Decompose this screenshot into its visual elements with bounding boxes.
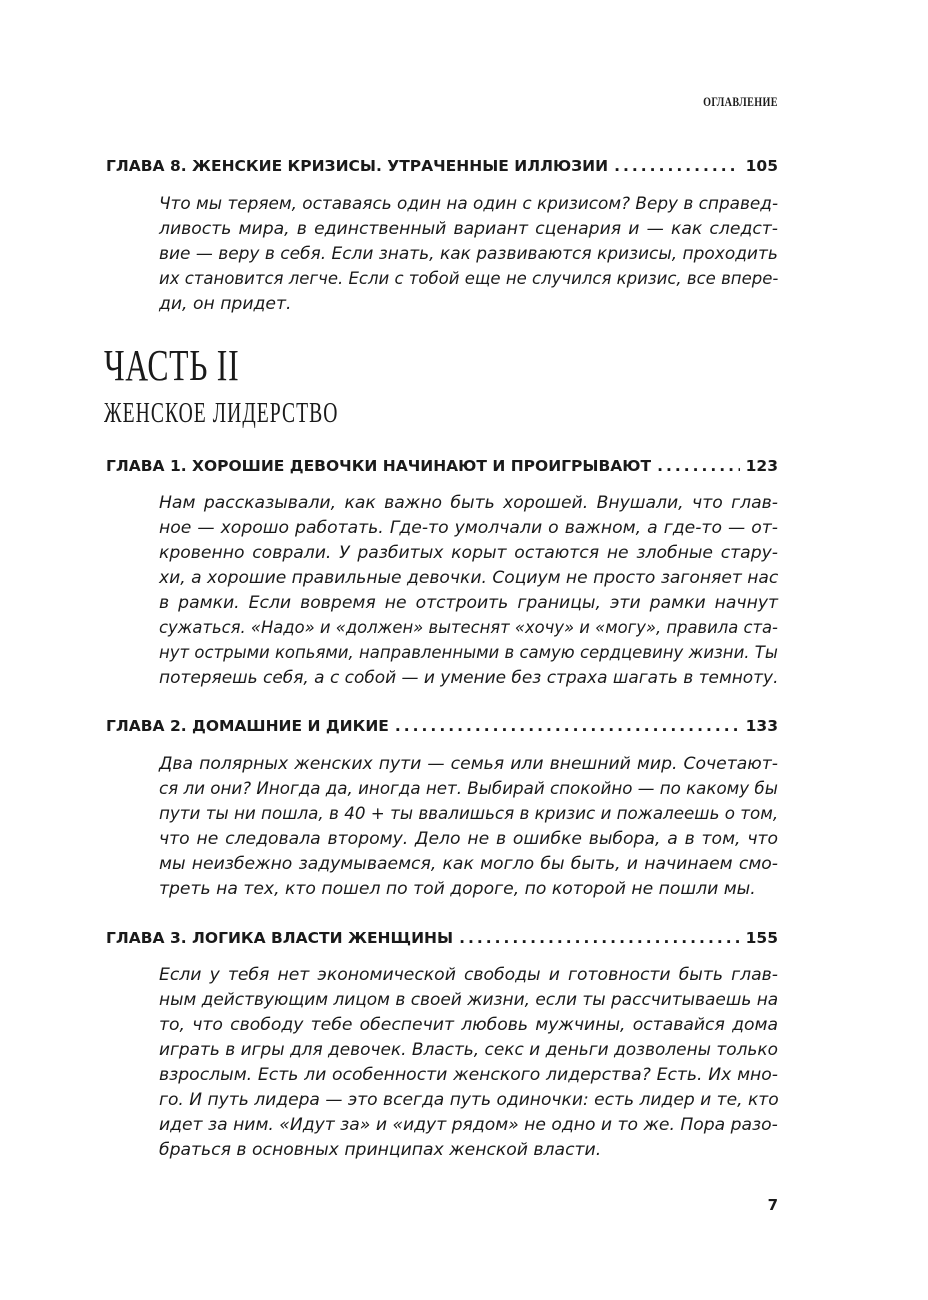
description-line: взрослым. Есть ли особенности женского лидерства? Есть. Их мно- bbox=[159, 1065, 778, 1085]
description-line: кровенно соврали. У разбитых корыт остаются не злобные стару- bbox=[159, 543, 778, 563]
toc-entry-chapter-1[interactable] bbox=[106, 457, 778, 475]
description-line: ся ли они? Иногда да, иногда нет. Выбирай спокойно — по какому бы bbox=[159, 779, 778, 799]
page-folio: 7 bbox=[767, 1196, 778, 1214]
description-line: что не следовала второму. Дело не в ошибке выбора, а в том, что bbox=[159, 829, 778, 849]
part-subtitle: ЖЕНСКОЕ ЛИДЕРСТВО bbox=[104, 398, 339, 429]
chapter-description bbox=[159, 192, 778, 317]
description-line: сужаться. «Надо» и «должен» вытеснят «хочу» и «могу», правила ста- bbox=[159, 618, 778, 638]
description-line: нут острыми копьями, направленными в самую сердцевину жизни. Ты bbox=[159, 643, 778, 663]
chapter-title: ГЛАВА 3. ЛОГИКА ВЛАСТИ ЖЕНЩИНЫ bbox=[106, 929, 454, 947]
description-line: играть в игры для девочек. Власть, секс и деньги дозволены только bbox=[159, 1040, 778, 1060]
description-line: в рамки. Если вовремя не отстроить границы, эти рамки начнут bbox=[159, 593, 778, 613]
description-line: ди, он придет. bbox=[159, 294, 292, 314]
description-line: ливость мира, в единственный вариант сценария и — как следст- bbox=[159, 219, 778, 239]
toc-entry-chapter-3[interactable] bbox=[106, 929, 778, 947]
description-line: ное — хорошо работать. Где-то умолчали о важном, а где-то — от- bbox=[159, 518, 778, 538]
page-number: 123 bbox=[745, 457, 778, 475]
description-line: мы неизбежно задумываемся, как могло бы быть, и начинаем смо- bbox=[159, 854, 778, 874]
chapter-title: ГЛАВА 8. ЖЕНСКИЕ КРИЗИСЫ. УТРАЧЕННЫЕ ИЛЛЮЗИИ bbox=[106, 157, 609, 175]
toc-entry-chapter-8[interactable] bbox=[106, 157, 778, 175]
page-number: 155 bbox=[745, 929, 778, 947]
description-line: их становится легче. Если с тобой еще не случился кризис, все впере- bbox=[159, 269, 779, 289]
chapter-description bbox=[159, 963, 778, 1163]
description-line: го. И путь лидера — это всегда путь одиночки: есть лидер и те, кто bbox=[159, 1090, 779, 1110]
description-line: хи, а хорошие правильные девочки. Социум не просто загоняет нас bbox=[159, 568, 779, 588]
description-line: Что мы теряем, оставаясь один на один с кризисом? Веру в справед- bbox=[159, 194, 779, 214]
part-heading: ЧАСТЬ II bbox=[104, 341, 240, 390]
page-number: 105 bbox=[745, 157, 778, 175]
dot-leader bbox=[657, 457, 740, 475]
description-line: Два полярных женских пути — семья или внешний мир. Сочетают- bbox=[159, 754, 778, 774]
chapter-description bbox=[159, 752, 778, 902]
chapter-title: ГЛАВА 1. ХОРОШИЕ ДЕВОЧКИ НАЧИНАЮТ И ПРОИГРЫВАЮТ bbox=[106, 457, 652, 475]
description-line: пути ты ни пошла, в 40 + ты ввалишься в кризис и пожалеешь о том, bbox=[159, 804, 779, 824]
running-head: ОГЛАВЛЕНИЕ bbox=[703, 94, 778, 109]
toc-entry-chapter-2[interactable] bbox=[106, 717, 778, 735]
chapter-description bbox=[159, 491, 778, 691]
dot-leader bbox=[614, 157, 740, 175]
chapter-title: ГЛАВА 2. ДОМАШНИЕ И ДИКИЕ bbox=[106, 717, 389, 735]
description-line: потеряешь себя, а с собой — и умение без страха шагать в темноту. bbox=[159, 668, 779, 688]
description-line: браться в основных принципах женской власти. bbox=[159, 1140, 602, 1160]
description-line: идет за ним. «Идут за» и «идут рядом» не одно и то же. Пора разо- bbox=[159, 1115, 778, 1135]
description-line: Нам рассказывали, как важно быть хорошей. Внушали, что глав- bbox=[159, 493, 778, 513]
dot-leader bbox=[395, 717, 740, 735]
description-line: Если у тебя нет экономической свободы и готовности быть глав- bbox=[159, 965, 778, 985]
description-line: треть на тех, кто пошел по той дороге, по которой не пошли мы. bbox=[159, 879, 756, 899]
description-line: ным действующим лицом в своей жизни, если ты рассчитываешь на bbox=[159, 990, 779, 1010]
description-line: вие — веру в себя. Если знать, как развиваются кризисы, проходить bbox=[159, 244, 778, 264]
dot-leader bbox=[459, 929, 740, 947]
description-line: то, что свободу тебе обеспечит любовь мужчины, оставайся дома bbox=[159, 1015, 778, 1035]
page-number: 133 bbox=[745, 717, 778, 735]
